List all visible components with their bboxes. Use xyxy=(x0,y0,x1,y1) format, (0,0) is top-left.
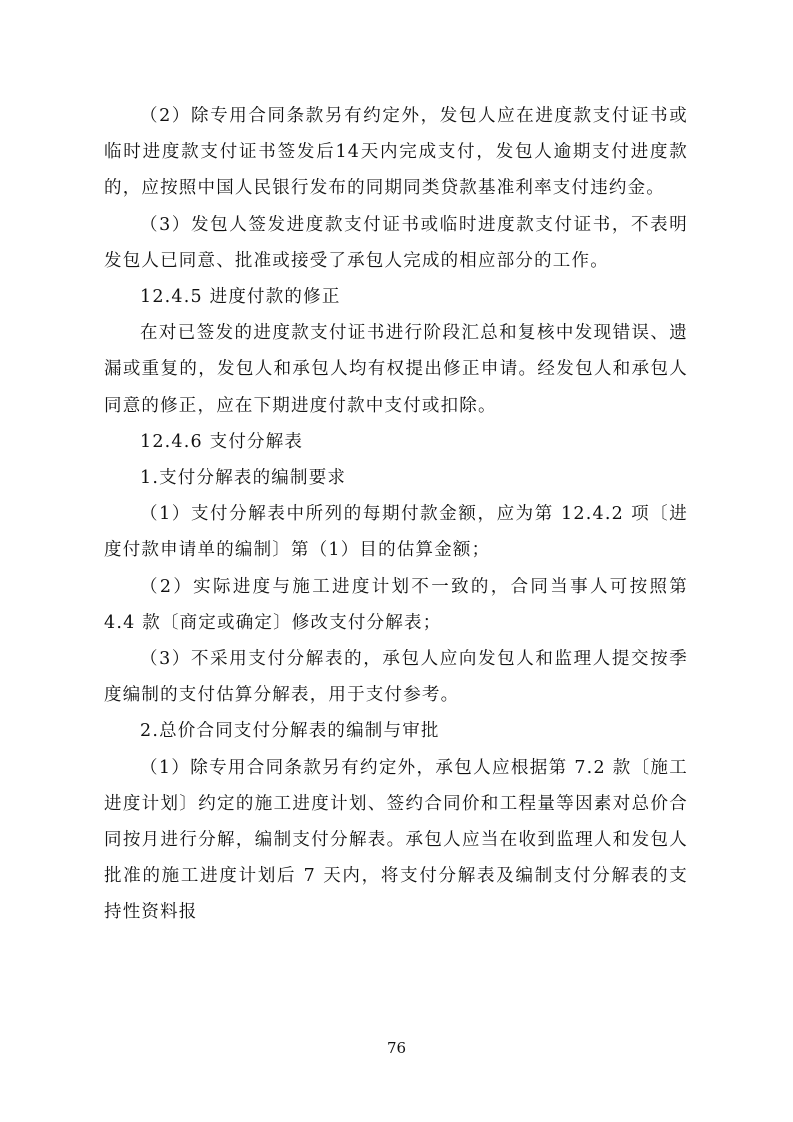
paragraph-requirement-3: （3）不采用支付分解表的，承包人应向发包人和监理人提交按季度编制的支付估算分解表，用于支付参考。 xyxy=(104,649,688,706)
section-heading-12-4-5: 12.4.5 进度付款的修正 xyxy=(140,287,341,308)
paragraph-payment-correction: 在对已签发的进度款支付证书进行阶段汇总和复核中发现错误、遗漏或重复的，发包人和承包人均有权提出修正申请。经发包人和承包人同意的修正，应在下期进度付款中支付或扣除。 xyxy=(104,323,688,416)
paragraph-payment-deadline: （2）除专用合同条款另有约定外，发包人应在进度款支付证书或临时进度款支付证书签发后14天内完成支付，发包人逾期支付进度款的，应按照中国人民银行发布的同期同类贷款基准利率支付违约金。 xyxy=(104,106,688,199)
subheading-lump-sum-schedule: 2.总价合同支付分解表的编制与审批 xyxy=(140,721,440,742)
paragraph-lump-sum-1: （1）除专用合同条款另有约定外，承包人应根据第 7.2 款〔施工进度计划〕约定的施工进度计划、签约合同价和工程量等因素对总价合同按月进行分解，编制支付分解表。承包人应当在收到监理人和发包人批准的施工进度计划后 7 天内，将支付分解表及编制支付分解表的支持性资料报 xyxy=(104,757,688,923)
paragraph-requirement-2: （2）实际进度与施工进度计划不一致的，合同当事人可按照第 4.4 款〔商定或确定〕修改支付分解表； xyxy=(104,576,688,633)
paragraph-requirement-1: （1）支付分解表中所列的每期付款金额，应为第 12.4.2 项〔进度付款申请单的编制〕第（1）目的估算金额； xyxy=(104,504,688,561)
paragraph-certificate-not-approval: （3）发包人签发进度款支付证书或临时进度款支付证书，不表明发包人已同意、批准或接受了承包人完成的相应部分的工作。 xyxy=(104,214,688,271)
section-heading-12-4-6: 12.4.6 支付分解表 xyxy=(140,431,304,452)
page-number: 76 xyxy=(386,1039,407,1057)
document-body xyxy=(104,98,688,931)
subheading-schedule-requirements: 1.支付分解表的编制要求 xyxy=(140,468,347,489)
